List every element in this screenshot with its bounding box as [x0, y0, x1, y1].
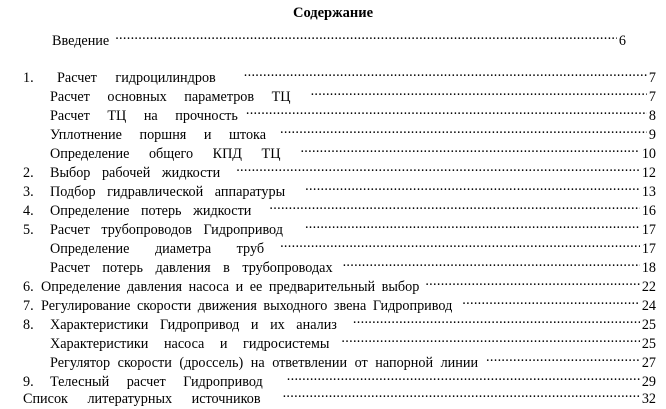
toc-dot-leader: [341, 329, 639, 348]
toc-entry-label: Характеристики насоса и гидросистемы: [50, 336, 330, 352]
toc-entry-page: 7: [648, 70, 656, 86]
toc-entry-label: Расчет ТЦ на прочность: [50, 108, 238, 124]
toc-dot-leader: [425, 272, 640, 291]
toc-entry-page: 22: [641, 279, 656, 295]
toc-entry-page: 18: [641, 260, 656, 276]
toc-entry-number: 9.: [23, 374, 34, 390]
toc-entry-label: Характеристики Гидропривод и их анализ: [50, 317, 337, 333]
toc-entry-1-2: [50, 101, 656, 124]
toc-entry-page: 29: [641, 374, 656, 390]
toc-entry-label: Определение общего КПД ТЦ: [50, 146, 281, 162]
toc-entry-label: Определение диаметра труб: [50, 241, 265, 257]
toc-entry-7: [23, 291, 656, 314]
toc-dot-leader: [283, 384, 640, 403]
toc-entry-number: 7.: [23, 298, 34, 314]
toc-dot-leader: [305, 215, 640, 234]
toc-entry-label: Уплотнение поршня и штока: [50, 127, 267, 143]
toc-entry-1: [23, 63, 656, 86]
toc-entry-8: [23, 310, 656, 333]
toc-dot-leader: [115, 26, 617, 45]
toc-entry-8-1: [50, 329, 656, 352]
toc-entry-label: Расчет потерь давления в трубопроводах: [50, 260, 333, 276]
toc-entry-page: 10: [641, 146, 656, 162]
toc-entry-number: 5.: [23, 222, 34, 238]
toc-entry-number: 4.: [23, 203, 34, 219]
toc-dot-leader: [280, 120, 647, 139]
toc-entry-label: Определение потерь жидкости: [50, 203, 252, 219]
toc-entry-number: 2.: [23, 165, 34, 181]
toc-title: Содержание: [292, 5, 374, 21]
toc-entry-page: 6: [618, 33, 626, 49]
toc-dot-leader: [462, 291, 640, 310]
toc-entry-1-4: [50, 139, 656, 162]
toc-entry-page: 25: [641, 336, 656, 352]
toc-entry-3: [23, 177, 656, 200]
toc-entry-label: Список литературных источников: [23, 391, 261, 407]
toc-dot-leader: [269, 196, 639, 215]
toc-entry-label: Регулятор скорости (дроссель) на ответвлении от напорной линии: [50, 355, 479, 371]
toc-entry-number: 8.: [23, 317, 34, 333]
toc-dot-leader: [311, 82, 647, 101]
toc-entry-label: Расчет основных параметров ТЦ: [50, 89, 291, 105]
toc-entry-page: 17: [641, 241, 656, 257]
toc-entry-page: 8: [648, 108, 656, 124]
toc-dot-leader: [236, 158, 640, 177]
toc-entry-page: 16: [641, 203, 656, 219]
toc-dot-leader: [246, 101, 647, 120]
toc-dot-leader: [353, 310, 640, 329]
toc-entry-1-1: [50, 82, 656, 105]
toc-entry-page: 25: [641, 317, 656, 333]
toc-dot-leader: [300, 139, 639, 158]
toc-entry-5-2: [50, 253, 656, 276]
toc-entry-4: [23, 196, 656, 219]
toc-entry-page: 24: [641, 298, 656, 314]
toc-entry-5: [23, 215, 656, 238]
toc-entry-label: Регулирование скорости движения выходного звена Гидропривод: [41, 298, 453, 314]
toc-entry-6: [23, 272, 656, 295]
toc-entry-page: 27: [641, 355, 656, 371]
toc-entry-5-1: [50, 234, 656, 257]
toc-entry-page: 7: [648, 89, 656, 105]
toc-entry-page: 13: [641, 184, 656, 200]
toc-entry-label: Выбор рабочей жидкости: [50, 165, 221, 181]
toc-entry-page: 9: [648, 127, 656, 143]
toc-entry-label: Телесный расчет Гидропривод: [50, 374, 263, 390]
toc-dot-leader: [244, 63, 647, 82]
toc-dot-leader: [343, 253, 640, 272]
toc-entry-label: Подбор гидравлической аппаратуры: [50, 184, 286, 200]
toc-entry-label: Введение: [52, 33, 110, 49]
toc-entry-page: 12: [641, 165, 656, 181]
toc-dot-leader: [280, 234, 640, 253]
toc-entry-2: [23, 158, 656, 181]
toc-entry-8-2: [50, 348, 656, 371]
toc-entry-number: 1.: [23, 70, 34, 86]
toc-entry-page: 17: [641, 222, 656, 238]
toc-entry-label: Определение давления насоса и ее предварительный выбор: [41, 279, 420, 295]
toc-entry-page: 32: [641, 391, 656, 407]
toc-entry-number: 3.: [23, 184, 34, 200]
toc-dot-leader: [486, 348, 640, 367]
toc-entry-label: Расчет трубопроводов Гидропривод: [50, 222, 283, 238]
toc-entry-label: Расчет гидроцилиндров: [57, 70, 216, 86]
toc-entry-references: [23, 384, 656, 407]
toc-dot-leader: [305, 177, 640, 196]
toc-entry-1-3: [50, 120, 656, 143]
toc-entry-intro: [52, 26, 626, 49]
toc-entry-number: 6.: [23, 279, 34, 295]
